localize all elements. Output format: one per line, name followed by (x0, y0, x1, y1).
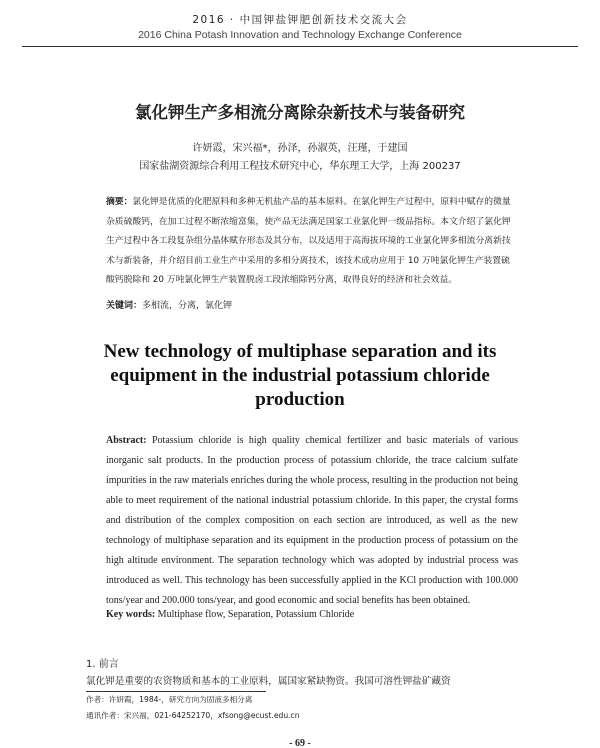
keywords-cn (106, 298, 518, 311)
abstract-cn-text: 氯化钾是优质的化肥原料和多种无机盐产品的基本原料。在氯化钾生产过程中，原料中赋存的微量杂质硫酸钙，在加工过程不断浓缩富集，使产品无法满足国家工业氯化钾一级品指标。本文介绍了氯化钾生产过程中各工段复杂组分晶体赋存形态及其分布，以及适用于高海拔环境的工业氯化钾多相流分离新技术与新装备，并介绍目前工业生产中采用的多相分离技术，该技术成功应用于 10 万吨氯化钾生产装置硫酸钙脱除和 20 万吨氯化钾生产装置脱卤工段浓缩除钙分离，取得良好的经济和社会效益。 (106, 197, 511, 286)
abstract-en-text: Potassium chloride is high quality chemical fertilizer and basic materials of various inorganic salt products. In the production process of potassium chloride, the trace calcium sulfate impurities in the raw materials enriches during the whole process, resulting in the production not being able to meet requirement of the national industrial potassium chloride. In this paper, the crystal forms and distribution of the complex composition on each section are introduced, as well as the new technology of multiphase separation and its equipment in the production process of potassium on the high altitude environment. The separation technology which was adopted by industrial process was introduced as well. This technology has been successfully applied in the KCl production with 100.000 tons/year and 200.000 tons/year, and good economic and social benefits has been obtained. (106, 435, 518, 606)
page-number: - 69 - (289, 738, 311, 748)
keywords-en (106, 609, 518, 620)
footnote-divider (86, 691, 266, 692)
keywords-en-label: Key words: (106, 609, 156, 620)
keywords-cn-label: 关键词： (106, 301, 143, 311)
footnote-contact: 通讯作者：宋兴福，021-64252170，xfsong@ecust.edu.cn (86, 711, 300, 720)
paper-title-en: New technology of multiphase separation and its equipment in the industrial potassium chloride production (103, 341, 497, 410)
keywords-en-text: Multiphase flow, Separation, Potassium Chloride (157, 609, 355, 620)
conference-header-en: 2016 China Potash Innovation and Technology Exchange Conference (138, 29, 462, 41)
authors-cn: 许妍霞，宋兴福*，孙泽，孙淑英，汪瑾，于建国 (192, 143, 408, 154)
abstract-cn-label: 摘要： (106, 197, 133, 207)
affiliation-cn: 国家盐湖资源综合利用工程技术研究中心，华东理工大学，上海 200237 (139, 161, 461, 172)
abstract-en-label: Abstract: (106, 435, 147, 446)
footnote-author: 作者：许妍霞，1984-，研究方向为固液多相分离 (86, 695, 253, 704)
paper-title-cn: 氯化钾生产多相流分离除杂新技术与装备研究 (135, 103, 465, 122)
section-body-text: 氯化钾是重要的农资物质和基本的工业原料，属国家紧缺物资。我国可溶性钾盐矿藏资 (86, 676, 451, 687)
conference-header-cn: 2016 · 中国钾盐钾肥创新技术交流大会 (192, 14, 408, 26)
abstract-cn (106, 193, 518, 291)
abstract-en (106, 431, 518, 611)
section-heading-introduction: 1. 前言 (86, 659, 119, 670)
keywords-cn-text: 多相流，分离，氯化钾 (142, 301, 233, 311)
header-divider (22, 46, 578, 47)
